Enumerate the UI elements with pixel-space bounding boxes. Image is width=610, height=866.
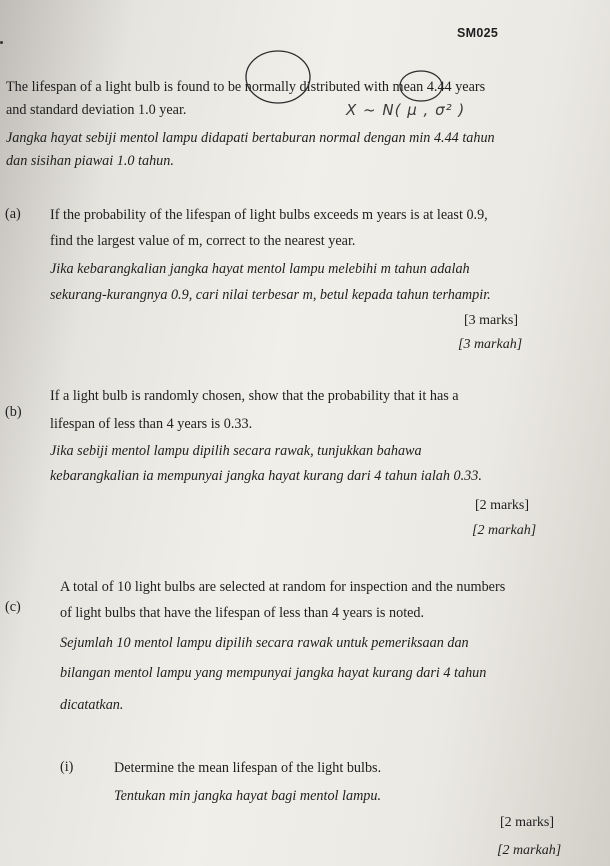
part-c-ms-line-1: Sejumlah 10 mentol lampu dipilih secara rawak untuk pemeriksaan dan xyxy=(60,635,469,651)
part-c-label: (c) xyxy=(5,599,21,615)
part-c-en-line-2: of light bulbs that have the lifespan of less than 4 years is noted. xyxy=(60,605,425,621)
part-c-i-en: Determine the mean lifespan of the light bulbs. xyxy=(114,760,382,776)
part-b-en-line-2: lifespan of less than 4 years is 0.33. xyxy=(50,416,253,432)
part-c-i-marks-en: [2 marks] xyxy=(500,815,555,830)
part-a-marks-ms: [3 markah] xyxy=(458,337,523,352)
stem-en-line-1: The lifespan of a light bulb is found to be normally distributed with mean 4.44 years xyxy=(6,79,486,95)
part-b-marks-ms: [2 markah] xyxy=(472,523,537,538)
stem-ms-line-1: Jangka hayat sebiji mentol lampu didapati bertaburan normal dengan min 4.44 tahun xyxy=(6,130,495,146)
part-c-ms-line-3: dicatatkan. xyxy=(60,697,124,713)
part-b-ms-line-2: kebarangkalian ia mempunyai jangka hayat kurang dari 4 tahun ialah 0.33. xyxy=(50,468,482,484)
part-c-en-line-1: A total of 10 light bulbs are selected at random for inspection and the numbers xyxy=(60,579,506,595)
part-a-en-line-2: find the largest value of m, correct to the nearest year. xyxy=(50,233,356,249)
part-b-marks-en: [2 marks] xyxy=(475,498,530,513)
part-b-label: (b) xyxy=(5,404,22,420)
part-b-ms-line-1: Jika sebiji mentol lampu dipilih secara rawak, tunjukkan bahawa xyxy=(50,443,422,459)
stem-en-line-2: and standard deviation 1.0 year. xyxy=(6,102,187,118)
stem-ms-line-2: dan sisihan piawai 1.0 tahun. xyxy=(6,153,174,169)
part-b-en-line-1: If a light bulb is randomly chosen, show that the probability that it has a xyxy=(50,388,459,404)
part-c-i-marks-ms: [2 markah] xyxy=(497,843,562,858)
part-a-ms-line-1: Jika kebarangkalian jangka hayat mentol lampu melebihi m tahun adalah xyxy=(50,261,470,277)
handwritten-circle-mean xyxy=(398,69,444,103)
handwritten-circle-normally xyxy=(244,48,314,106)
part-a-label: (a) xyxy=(5,206,21,222)
part-a-marks-en: [3 marks] xyxy=(464,313,519,328)
paper-code: SM025 xyxy=(457,26,499,40)
part-a-en-line-1: If the probability of the lifespan of light bulbs exceeds m years is at least 0.9, xyxy=(50,207,488,223)
part-c-i-ms: Tentukan min jangka hayat bagi mentol lampu. xyxy=(114,788,382,804)
handwritten-note: X ~ N( μ , σ² ) xyxy=(346,101,466,119)
part-c-i-label: (i) xyxy=(60,759,74,775)
part-a-ms-line-2: sekurang-kurangnya 0.9, cari nilai terbesar m, betul kepada tahun terhampir. xyxy=(50,287,491,303)
page-mark xyxy=(0,41,3,44)
part-c-ms-line-2: bilangan mentol lampu yang mempunyai jangka hayat kurang dari 4 tahun xyxy=(60,665,487,681)
